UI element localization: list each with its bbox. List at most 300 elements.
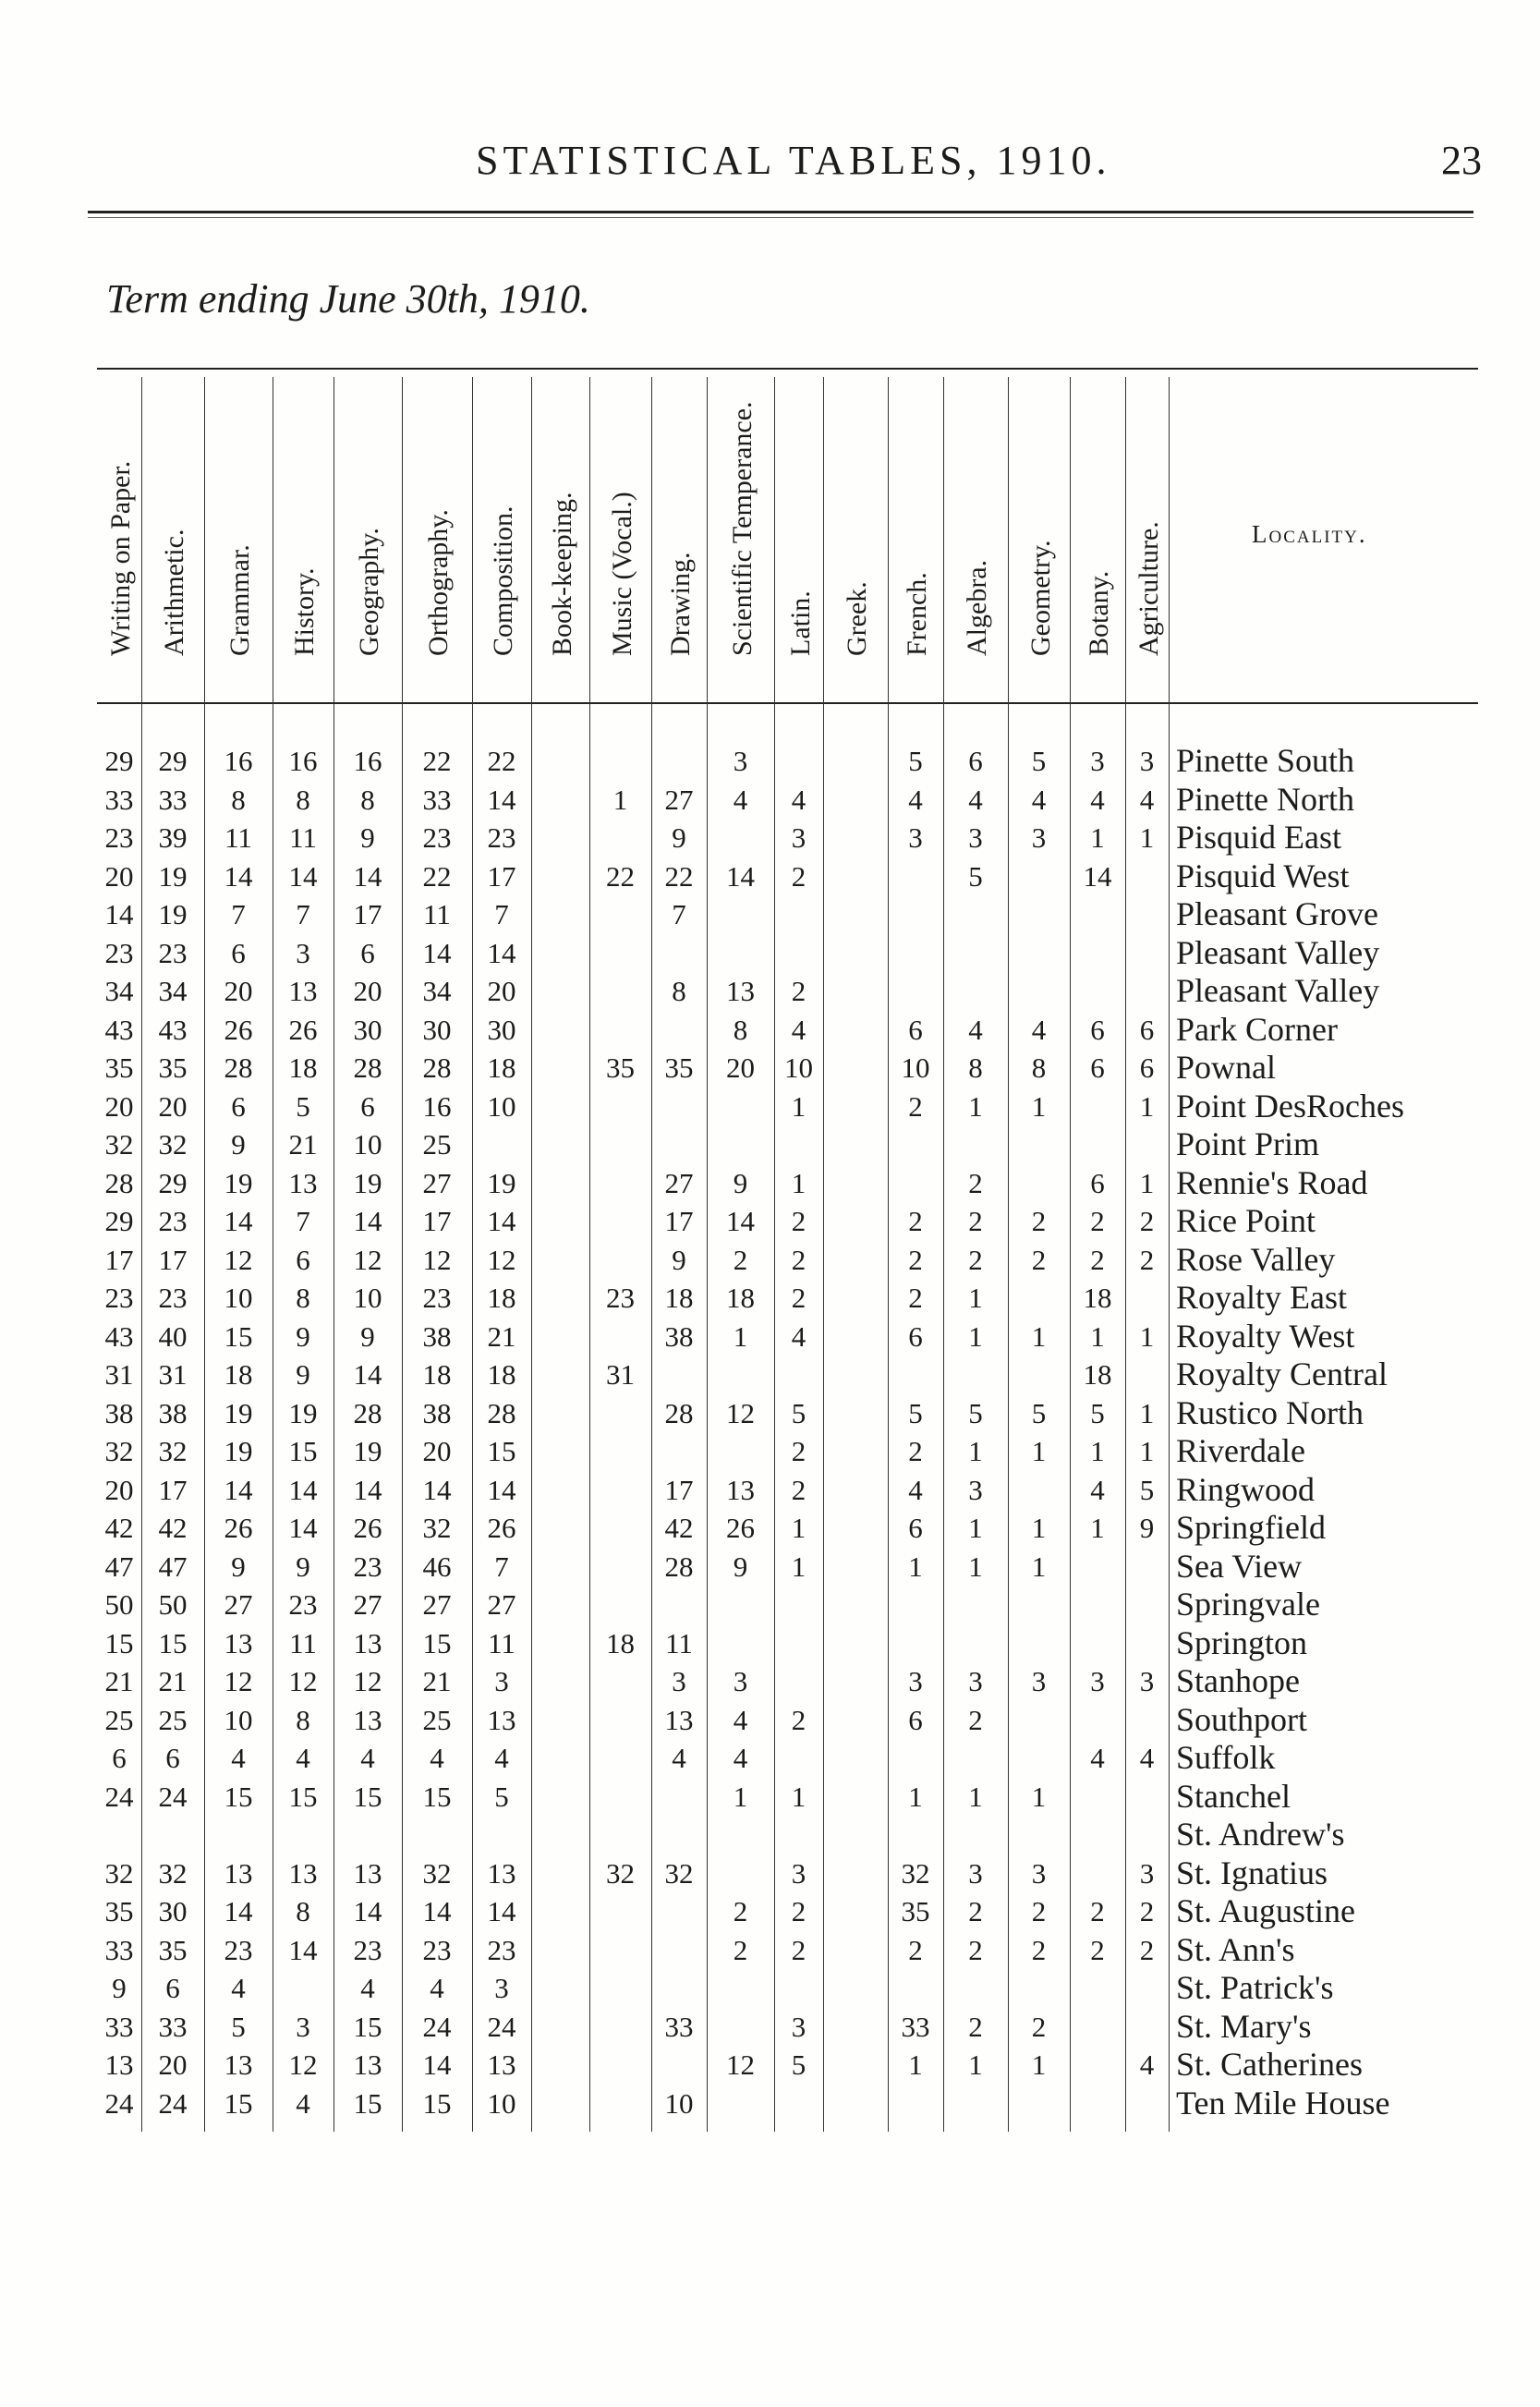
table-cell: 1 <box>791 1089 806 1123</box>
table-cell: 12 <box>353 1243 382 1276</box>
column-header <box>472 371 531 700</box>
table-cell: 1 <box>1031 1550 1047 1583</box>
table-cell: 15 <box>422 2086 452 2120</box>
table-cell: 13 <box>353 2048 382 2081</box>
table-cell: 50 <box>158 1588 188 1621</box>
table-cell: 10 <box>353 1282 382 1314</box>
table-cell: 4 <box>733 1703 748 1736</box>
table-cell: 13 <box>224 1856 253 1890</box>
table-cell: 2 <box>1031 1895 1047 1927</box>
table-cell: 3 <box>908 821 923 854</box>
table-cell: 15 <box>224 1780 253 1813</box>
column-header-label: Geometry. <box>1025 540 1056 656</box>
table-cell: 1 <box>1139 1319 1155 1353</box>
table-cell: 31 <box>104 1358 134 1391</box>
table-cell: 35 <box>158 1933 188 1966</box>
table-cell: 1 <box>791 1550 806 1583</box>
table-cell: 14 <box>224 1895 253 1927</box>
table-cell: 2 <box>908 1282 923 1314</box>
table-cell: 9 <box>733 1550 748 1583</box>
table-cell: 42 <box>104 1512 134 1544</box>
table-row <box>97 1355 1478 1394</box>
table-cell: 5 <box>1031 1396 1047 1429</box>
term-heading: Term ending June 30th, 1910. <box>106 276 590 322</box>
table-cell: 14 <box>353 1358 382 1391</box>
table-cell: 2 <box>791 1703 806 1736</box>
table-cell: 1 <box>733 1780 748 1813</box>
locality-cell: Pleasant Valley <box>1176 933 1380 971</box>
table-cell: 7 <box>494 1550 509 1583</box>
table-cell: 14 <box>422 1895 452 1927</box>
table-cell: 4 <box>231 1742 246 1774</box>
table-cell: 35 <box>901 1895 930 1927</box>
table-row <box>97 1509 1478 1548</box>
table-cell: 33 <box>104 1933 134 1966</box>
table-cell: 3 <box>1031 821 1047 854</box>
table-cell: 18 <box>1083 1282 1112 1314</box>
column-header-label: Drawing. <box>665 552 696 656</box>
table-cell: 13 <box>288 975 318 1007</box>
table-cell: 7 <box>494 898 509 930</box>
table-cell: 19 <box>487 1166 516 1199</box>
table-cell: 7 <box>672 898 686 930</box>
table-cell: 19 <box>288 1396 318 1429</box>
table-cell: 11 <box>289 1626 317 1659</box>
locality-cell: Park Corner <box>1176 1010 1338 1048</box>
table-cell: 16 <box>224 745 253 777</box>
table-cell: 1 <box>1031 1780 1047 1813</box>
table-cell: 7 <box>296 1205 310 1237</box>
table-cell: 4 <box>494 1742 509 1774</box>
table-cell: 20 <box>353 975 382 1007</box>
header-rule <box>88 211 1473 213</box>
table-cell: 38 <box>664 1319 694 1353</box>
table-cell: 38 <box>104 1396 134 1429</box>
table-cell: 35 <box>104 1052 134 1084</box>
table-cell: 10 <box>784 1052 813 1084</box>
table-cell: 26 <box>224 1013 253 1046</box>
table-cell: 1 <box>1031 1089 1047 1123</box>
table-cell: 4 <box>791 783 806 816</box>
table-cell: 32 <box>104 1856 134 1890</box>
table-row <box>97 2008 1478 2047</box>
table-cell: 23 <box>104 1282 134 1314</box>
table-cell: 4 <box>296 2086 310 2120</box>
table-cell: 16 <box>288 745 318 777</box>
table-cell: 22 <box>422 745 452 777</box>
locality-cell: Rose Valley <box>1176 1240 1336 1278</box>
table-cell: 6 <box>908 1703 923 1736</box>
table-row <box>97 1202 1478 1241</box>
table-cell: 27 <box>664 1166 694 1199</box>
table-cell: 13 <box>726 975 755 1007</box>
table-row <box>97 1471 1478 1510</box>
table-cell: 27 <box>664 783 694 816</box>
table-cell: 33 <box>664 2010 694 2043</box>
table-cell: 1 <box>1090 1512 1105 1544</box>
table-cell: 6 <box>1139 1013 1155 1046</box>
table-cell: 24 <box>422 2010 452 2043</box>
table-cell: 2 <box>968 1933 983 1966</box>
table-cell: 3 <box>296 936 310 969</box>
table-cell: 5 <box>494 1780 509 1813</box>
table-cell: 7 <box>231 898 246 930</box>
table-row <box>97 857 1478 896</box>
table-cell: 25 <box>422 1128 452 1161</box>
column-header <box>707 371 774 700</box>
table-cell: 15 <box>422 1780 452 1813</box>
column-header <box>333 371 402 700</box>
table-cell: 33 <box>901 2010 930 2043</box>
table-cell: 17 <box>422 1205 452 1237</box>
table-cell: 32 <box>158 1435 188 1467</box>
table-row <box>97 1969 1478 2008</box>
locality-cell: St. Andrew's <box>1176 1816 1345 1853</box>
table-cell: 2 <box>1031 1243 1047 1276</box>
table-cell: 1 <box>968 1319 983 1353</box>
table-cell: 10 <box>487 1089 516 1123</box>
table-cell: 24 <box>158 1780 188 1813</box>
table-cell: 16 <box>353 745 382 777</box>
table-cell: 3 <box>1139 1665 1155 1697</box>
column-header-label: French. <box>902 572 932 656</box>
table-cell: 20 <box>422 1435 452 1467</box>
table-cell: 14 <box>726 859 755 893</box>
table-cell: 4 <box>1139 783 1155 816</box>
table-cell: 8 <box>1031 1052 1047 1084</box>
header-rule-thin <box>88 217 1473 218</box>
table-cell: 22 <box>606 859 635 893</box>
table-cell: 22 <box>664 859 694 893</box>
table-cell: 23 <box>104 821 134 854</box>
table-cell: 14 <box>224 1205 253 1237</box>
table-cell: 47 <box>104 1550 134 1583</box>
table-cell: 3 <box>968 1473 983 1506</box>
table-cell: 6 <box>908 1319 923 1353</box>
table-cell: 28 <box>422 1052 452 1084</box>
table-cell: 13 <box>224 1626 253 1659</box>
table-cell: 12 <box>726 1396 755 1429</box>
table-cell: 11 <box>224 821 252 854</box>
column-header-label: Writing on Paper. <box>105 460 136 656</box>
table-cell: 6 <box>360 1089 375 1123</box>
table-cell: 5 <box>1090 1396 1105 1429</box>
table-cell: 6 <box>1090 1166 1105 1199</box>
locality-cell: Pinette North <box>1176 780 1354 818</box>
table-cell: 14 <box>487 1895 516 1927</box>
table-row <box>97 1049 1478 1088</box>
table-cell: 17 <box>664 1473 694 1506</box>
locality-cell: Springton <box>1176 1623 1308 1661</box>
table-cell: 4 <box>296 1742 310 1774</box>
table-cell: 30 <box>353 1013 382 1046</box>
table-cell: 20 <box>224 975 253 1007</box>
table-cell: 6 <box>165 1972 180 2004</box>
table-cell: 2 <box>791 1243 806 1276</box>
table-cell: 22 <box>422 859 452 893</box>
table-cell: 1 <box>1139 1089 1155 1123</box>
column-header <box>531 371 589 700</box>
table-cell: 2 <box>1031 2010 1047 2043</box>
table-cell: 20 <box>104 859 134 893</box>
table-cell: 10 <box>353 1128 382 1161</box>
table-cell: 5 <box>968 859 983 893</box>
table-cell: 14 <box>487 783 516 816</box>
column-header <box>823 371 888 700</box>
table-cell: 21 <box>158 1665 188 1697</box>
table-cell: 6 <box>231 1089 246 1123</box>
table-cell: 9 <box>733 1166 748 1199</box>
locality-cell: Pleasant Grove <box>1176 895 1378 932</box>
locality-cell: Royalty East <box>1176 1279 1347 1316</box>
table-row <box>97 1318 1478 1356</box>
table-cell: 33 <box>104 2010 134 2043</box>
table-cell: 33 <box>158 783 188 816</box>
table-cell: 5 <box>908 1396 923 1429</box>
table-cell: 24 <box>487 2010 516 2043</box>
table-cell: 35 <box>664 1052 694 1084</box>
table-cell: 9 <box>231 1550 246 1583</box>
column-header <box>273 371 333 700</box>
table-cell: 14 <box>422 2048 452 2081</box>
table-cell: 6 <box>1090 1013 1105 1046</box>
table-cell: 17 <box>104 1243 134 1276</box>
table-row <box>97 781 1478 820</box>
table-cell: 4 <box>968 783 983 816</box>
table-cell: 4 <box>908 1473 923 1506</box>
table-cell: 2 <box>968 1703 983 1736</box>
table-cell: 34 <box>104 975 134 1007</box>
table-cell: 12 <box>288 2048 318 2081</box>
table-cell: 3 <box>968 1665 983 1697</box>
table-cell: 5 <box>296 1089 310 1123</box>
table-cell: 5 <box>791 1396 806 1429</box>
table-cell: 4 <box>791 1319 806 1353</box>
table-cell: 39 <box>158 821 188 854</box>
table-cell: 9 <box>672 1243 686 1276</box>
table-cell: 23 <box>487 1933 516 1966</box>
table-cell: 9 <box>360 821 375 854</box>
table-cell: 4 <box>968 1013 983 1046</box>
table-cell: 1 <box>1031 1319 1047 1353</box>
table-cell: 43 <box>158 1013 188 1046</box>
table-cell: 15 <box>487 1435 516 1467</box>
table-cell: 30 <box>487 1013 516 1046</box>
table-cell: 11 <box>289 821 317 854</box>
table-cell: 27 <box>487 1588 516 1621</box>
table-cell: 6 <box>908 1013 923 1046</box>
table-cell: 12 <box>422 1243 452 1276</box>
table-row <box>97 1739 1478 1778</box>
table-cell: 38 <box>422 1396 452 1429</box>
table-row <box>97 1241 1478 1280</box>
locality-cell: St. Catherines <box>1176 2046 1363 2083</box>
table-cell: 16 <box>422 1089 452 1123</box>
table-cell: 25 <box>158 1703 188 1736</box>
table-cell: 23 <box>422 821 452 854</box>
column-header <box>1070 371 1125 700</box>
table-cell: 1 <box>968 1550 983 1583</box>
table-cell: 18 <box>487 1052 516 1084</box>
table-cell: 43 <box>104 1319 134 1353</box>
table-cell: 35 <box>158 1052 188 1084</box>
table-cell: 21 <box>104 1665 134 1697</box>
table-cell: 1 <box>968 1282 983 1314</box>
table-cell: 30 <box>422 1013 452 1046</box>
table-cell: 28 <box>224 1052 253 1084</box>
locality-cell: St. Patrick's <box>1176 1969 1334 2006</box>
table-cell: 13 <box>288 1166 318 1199</box>
table-cell: 5 <box>1031 745 1047 777</box>
table-cell: 26 <box>224 1512 253 1544</box>
table-header-rule <box>97 702 1478 704</box>
table-cell: 1 <box>791 1780 806 1813</box>
table-cell: 4 <box>1090 1473 1105 1506</box>
locality-cell: Royalty Central <box>1176 1355 1388 1392</box>
table-cell: 46 <box>422 1550 452 1583</box>
table-cell: 19 <box>353 1435 382 1467</box>
table-cell: 2 <box>908 1205 923 1237</box>
table-cell: 12 <box>224 1243 253 1276</box>
locality-cell: Pleasant Valley <box>1176 972 1380 1009</box>
table-cell: 12 <box>224 1665 253 1697</box>
table-cell: 23 <box>422 1282 452 1314</box>
table-cell: 21 <box>288 1128 318 1161</box>
column-header-label: Arithmetic. <box>159 529 189 656</box>
column-header-label: Botany. <box>1084 570 1114 656</box>
table-cell: 9 <box>296 1358 310 1391</box>
locality-cell: St. Ann's <box>1176 1930 1295 1968</box>
table-cell: 6 <box>1139 1052 1155 1084</box>
table-row <box>97 895 1478 934</box>
table-cell: 18 <box>487 1358 516 1391</box>
table-cell: 4 <box>1090 783 1105 816</box>
locality-cell: Pisquid West <box>1176 857 1350 894</box>
table-cell: 20 <box>104 1473 134 1506</box>
table-cell: 1 <box>1031 1435 1047 1467</box>
table-cell: 28 <box>487 1396 516 1429</box>
table-cell: 23 <box>104 936 134 969</box>
table-cell: 13 <box>353 1703 382 1736</box>
table-cell: 14 <box>487 1205 516 1237</box>
table-cell: 14 <box>353 1895 382 1927</box>
table-cell: 4 <box>1090 1742 1105 1774</box>
table-cell: 13 <box>487 2048 516 2081</box>
table-cell: 9 <box>231 1128 246 1161</box>
table-cell: 19 <box>224 1166 253 1199</box>
table-cell: 2 <box>733 1243 748 1276</box>
table-cell: 19 <box>224 1396 253 1429</box>
table-cell: 14 <box>487 936 516 969</box>
table-cell: 3 <box>672 1665 686 1697</box>
table-cell: 11 <box>665 1626 693 1659</box>
table-cell: 27 <box>422 1588 452 1621</box>
table-cell: 26 <box>353 1512 382 1544</box>
table-cell: 18 <box>224 1358 253 1391</box>
table-cell: 3 <box>968 821 983 854</box>
table-cell: 19 <box>158 859 188 893</box>
table-cell: 3 <box>791 2010 806 2043</box>
table-row <box>97 1548 1478 1586</box>
table-cell: 32 <box>422 1856 452 1890</box>
table-cell: 2 <box>1090 1933 1105 1966</box>
table-cell: 23 <box>158 1205 188 1237</box>
table-cell: 5 <box>231 2010 246 2043</box>
table-cell: 2 <box>733 1933 748 1966</box>
table-cell: 1 <box>908 1780 923 1813</box>
table-cell: 3 <box>1139 745 1155 777</box>
table-cell: 4 <box>672 1742 686 1774</box>
table-row <box>97 819 1478 857</box>
locality-cell: Pisquid East <box>1176 819 1342 856</box>
locality-cell: Ringwood <box>1176 1470 1316 1508</box>
table-cell: 23 <box>353 1933 382 1966</box>
table-cell: 5 <box>791 2048 806 2081</box>
table-cell: 4 <box>1031 783 1047 816</box>
locality-cell: Stanhope <box>1176 1662 1300 1699</box>
table-cell: 2 <box>733 1895 748 1927</box>
table-cell: 6 <box>231 936 246 969</box>
table-cell: 15 <box>288 1780 318 1813</box>
locality-cell: Suffolk <box>1176 1739 1276 1776</box>
table-cell: 14 <box>1083 859 1112 893</box>
table-cell: 29 <box>104 745 134 777</box>
table-cell: 3 <box>908 1665 923 1697</box>
table-cell: 2 <box>968 1895 983 1927</box>
table-cell: 23 <box>224 1933 253 1966</box>
table-row <box>97 972 1478 1011</box>
table-cell: 1 <box>908 2048 923 2081</box>
table-cell: 2 <box>1139 1895 1155 1927</box>
table-cell: 10 <box>487 2086 516 2120</box>
table-cell: 2 <box>791 975 806 1007</box>
table-cell: 30 <box>158 1895 188 1927</box>
locality-cell: Point Prim <box>1176 1125 1320 1162</box>
table-cell: 3 <box>1139 1856 1155 1890</box>
table-cell: 8 <box>296 1703 310 1736</box>
table-cell: 2 <box>791 1473 806 1506</box>
table-cell: 1 <box>1090 821 1105 854</box>
table-cell: 12 <box>487 1243 516 1276</box>
locality-cell: Stanchel <box>1176 1777 1291 1815</box>
table-cell: 3 <box>296 2010 310 2043</box>
locality-cell: Pownal <box>1176 1049 1276 1086</box>
table-cell: 10 <box>224 1703 253 1736</box>
table-cell: 13 <box>664 1703 694 1736</box>
table-cell: 4 <box>733 783 748 816</box>
table-cell: 8 <box>231 783 246 816</box>
column-header <box>774 371 823 700</box>
table-cell: 21 <box>487 1319 516 1353</box>
table-cell: 23 <box>158 936 188 969</box>
table-cell: 9 <box>360 1319 375 1353</box>
table-cell: 2 <box>1031 1205 1047 1237</box>
locality-cell: St. Ignatius <box>1176 1854 1328 1891</box>
column-header-label: Grammar. <box>224 544 255 656</box>
table-cell: 15 <box>104 1626 134 1659</box>
locality-cell: Royalty West <box>1176 1317 1355 1355</box>
table-cell: 14 <box>104 898 134 930</box>
table-cell: 34 <box>158 975 188 1007</box>
table-cell: 5 <box>968 1396 983 1429</box>
table-cell: 19 <box>158 898 188 930</box>
table-row <box>97 1125 1478 1164</box>
table-cell: 18 <box>487 1282 516 1314</box>
table-cell: 8 <box>296 783 310 816</box>
table-cell: 13 <box>487 1856 516 1890</box>
table-cell: 8 <box>733 1013 748 1046</box>
table-cell: 22 <box>487 745 516 777</box>
